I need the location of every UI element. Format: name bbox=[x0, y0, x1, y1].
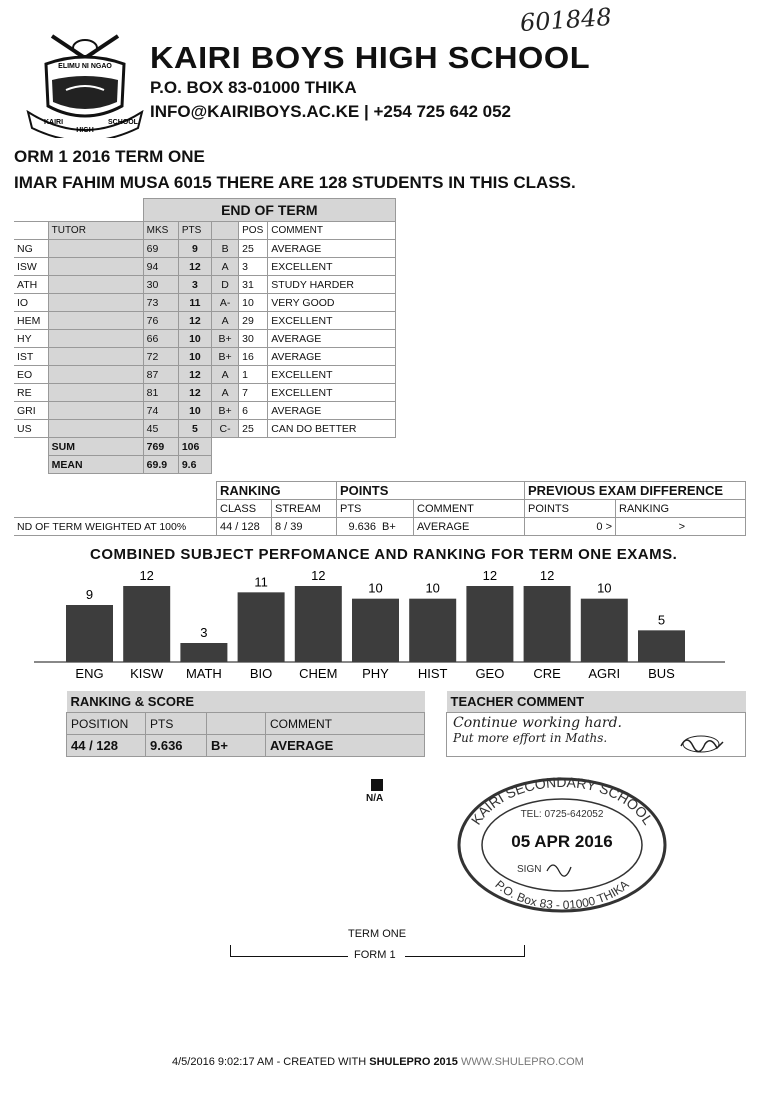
marks-grade: D bbox=[212, 276, 239, 294]
marks-subject: HEM bbox=[14, 312, 48, 330]
bar-geo bbox=[466, 586, 513, 662]
prev-points-arrow: > bbox=[605, 520, 612, 533]
marks-grade: B bbox=[212, 240, 239, 258]
marks-header-row bbox=[14, 222, 396, 240]
col-comment: COMMENT bbox=[268, 222, 396, 240]
marks-mks: 87 bbox=[143, 366, 178, 384]
logo-motto: ELIMU NI NGAO bbox=[58, 63, 112, 70]
ranking-heading: RANKING bbox=[217, 482, 337, 500]
class-rank: 44 / 128 bbox=[217, 518, 272, 536]
marks-pts: 12 bbox=[178, 384, 211, 402]
marks-pts: 10 bbox=[178, 330, 211, 348]
na-label: N/A bbox=[366, 793, 384, 804]
category-label-phy: PHY bbox=[362, 666, 389, 681]
marks-subject: US bbox=[14, 420, 48, 438]
marks-row bbox=[14, 366, 396, 384]
marks-comment: AVERAGE bbox=[268, 330, 396, 348]
prev-ranking-value: > bbox=[616, 518, 746, 536]
category-label-cre: CRE bbox=[533, 666, 561, 681]
marks-grade: C- bbox=[212, 420, 239, 438]
marks-mks: 72 bbox=[143, 348, 178, 366]
col-pos: POS bbox=[239, 222, 268, 240]
score-header-row bbox=[67, 713, 746, 735]
marks-mks: 73 bbox=[143, 294, 178, 312]
score-pts-col: PTS bbox=[146, 713, 207, 735]
category-label-kisw: KISW bbox=[130, 666, 164, 681]
svg-text:P.O. Box 83 - 01000 THIKA bbox=[492, 877, 631, 912]
prev-points-number: 0 bbox=[596, 520, 603, 533]
marks-mks: 45 bbox=[143, 420, 178, 438]
marks-pos: 31 bbox=[239, 276, 268, 294]
marks-tutor bbox=[48, 276, 143, 294]
marks-pos: 3 bbox=[239, 258, 268, 276]
teacher-comment-title: TEACHER COMMENT bbox=[447, 691, 746, 713]
category-label-eng: ENG bbox=[75, 666, 104, 681]
marks-mks: 76 bbox=[143, 312, 178, 330]
marks-row bbox=[14, 384, 396, 402]
marks-comment: AVERAGE bbox=[268, 402, 396, 420]
category-label-hist: HIST bbox=[417, 666, 448, 681]
score-table bbox=[66, 691, 746, 757]
category-label-chem: CHEM bbox=[299, 666, 338, 681]
category-label-bus: BUS bbox=[648, 666, 675, 681]
value-label-eng: 9 bbox=[85, 587, 94, 602]
teacher-signature bbox=[677, 732, 727, 761]
marks-pos: 7 bbox=[239, 384, 268, 402]
marks-mks: 30 bbox=[143, 276, 178, 294]
mean-mks: 69.9 bbox=[143, 456, 178, 474]
sum-pts: 106 bbox=[178, 438, 211, 456]
marks-row bbox=[14, 258, 396, 276]
stream-rank: 8 / 39 bbox=[272, 518, 337, 536]
marks-subject: RE bbox=[14, 384, 48, 402]
school-logo bbox=[22, 28, 148, 138]
marks-tutor bbox=[48, 384, 143, 402]
marks-tutor bbox=[48, 240, 143, 258]
marks-table bbox=[14, 198, 396, 474]
bar-eng bbox=[66, 605, 113, 662]
stamp-sign-label: SIGN bbox=[517, 864, 542, 875]
marks-grade: A bbox=[212, 366, 239, 384]
marks-comment: STUDY HARDER bbox=[268, 276, 396, 294]
ranking-data-row bbox=[14, 518, 746, 536]
marks-comment: EXCELLENT bbox=[268, 366, 396, 384]
marks-mks: 94 bbox=[143, 258, 178, 276]
chart-title: COMBINED SUBJECT PERFOMANCE AND RANKING FOR TERM ONE EXAMS. bbox=[90, 546, 678, 563]
marks-pts: 10 bbox=[178, 402, 211, 420]
marks-row bbox=[14, 240, 396, 258]
marks-pts: 12 bbox=[178, 258, 211, 276]
marks-pos: 29 bbox=[239, 312, 268, 330]
footer-brand: SHULEPRO 2015 bbox=[369, 1056, 458, 1068]
bar-bio bbox=[238, 592, 285, 662]
school-stamp bbox=[455, 775, 669, 915]
marks-pts: 10 bbox=[178, 348, 211, 366]
footer-line-left bbox=[230, 956, 348, 957]
category-label-geo: GEO bbox=[475, 666, 505, 681]
marks-tutor bbox=[48, 258, 143, 276]
performance-chart bbox=[0, 568, 777, 688]
bar-hist bbox=[409, 599, 456, 662]
marks-pts: 9 bbox=[178, 240, 211, 258]
marks-tutor bbox=[48, 402, 143, 420]
col-grade bbox=[212, 222, 239, 240]
marks-row bbox=[14, 330, 396, 348]
teacher-comment-line-1: Continue working hard. bbox=[453, 715, 622, 731]
marks-sum-row bbox=[14, 438, 396, 456]
prev-diff-heading: PREVIOUS EXAM DIFFERENCE bbox=[525, 482, 746, 500]
marks-row bbox=[14, 420, 396, 438]
marks-tutor bbox=[48, 420, 143, 438]
footer-line-right bbox=[405, 956, 525, 957]
bar-cre bbox=[524, 586, 571, 662]
col-mks: MKS bbox=[143, 222, 178, 240]
marks-pts: 11 bbox=[178, 294, 211, 312]
marks-section-row bbox=[14, 199, 396, 222]
prev-ranking-col: RANKING bbox=[616, 500, 746, 518]
logo-word-2: HIGH bbox=[76, 127, 94, 134]
marks-pts: 12 bbox=[178, 312, 211, 330]
bar-bus bbox=[638, 630, 685, 662]
footer-created bbox=[172, 1056, 584, 1068]
position-col: POSITION bbox=[67, 713, 146, 735]
stream-col: STREAM bbox=[272, 500, 337, 518]
marks-comment: EXCELLENT bbox=[268, 258, 396, 276]
value-label-bio: 11 bbox=[254, 574, 268, 590]
marks-tutor bbox=[48, 312, 143, 330]
marks-row bbox=[14, 276, 396, 294]
logo-word-3: SCHOOL bbox=[108, 119, 138, 126]
pts-col: PTS bbox=[337, 500, 414, 518]
marks-mks: 81 bbox=[143, 384, 178, 402]
marks-pos: 1 bbox=[239, 366, 268, 384]
footer-url: WWW.SHULEPRO.COM bbox=[457, 1056, 584, 1068]
score-pts: 9.636 bbox=[146, 735, 207, 757]
ranking-header-row-2 bbox=[14, 500, 746, 518]
marks-comment: AVERAGE bbox=[268, 348, 396, 366]
score-position: 44 / 128 bbox=[67, 735, 146, 757]
bar-math bbox=[180, 643, 227, 662]
stamp-date: 05 APR 2016 bbox=[511, 832, 613, 851]
weighted-label: ND OF TERM WEIGHTED AT 100% bbox=[14, 518, 217, 536]
points-heading: POINTS bbox=[337, 482, 525, 500]
points-value: 9.636 bbox=[337, 518, 380, 536]
value-label-chem: 12 bbox=[311, 568, 326, 583]
logo-word-1: KAIRI bbox=[44, 119, 64, 126]
marks-tutor bbox=[48, 366, 143, 384]
na-marker-square bbox=[371, 779, 383, 791]
footer-form: FORM 1 bbox=[354, 949, 396, 961]
marks-comment: AVERAGE bbox=[268, 240, 396, 258]
value-label-math: 3 bbox=[200, 625, 208, 640]
sum-mks: 769 bbox=[143, 438, 178, 456]
prev-points-value bbox=[525, 518, 616, 536]
end-of-term-heading: END OF TERM bbox=[143, 199, 395, 222]
marks-row bbox=[14, 348, 396, 366]
mean-pts: 9.6 bbox=[178, 456, 211, 474]
marks-comment: VERY GOOD bbox=[268, 294, 396, 312]
bar-phy bbox=[352, 599, 399, 662]
score-grade: B+ bbox=[207, 735, 266, 757]
marks-pos: 30 bbox=[239, 330, 268, 348]
marks-pos: 10 bbox=[239, 294, 268, 312]
value-label-cre: 12 bbox=[539, 568, 555, 583]
marks-pos: 25 bbox=[239, 240, 268, 258]
value-label-bus: 5 bbox=[657, 612, 666, 628]
class-col: CLASS bbox=[217, 500, 272, 518]
marks-grade: B+ bbox=[212, 348, 239, 366]
marks-grade: B+ bbox=[212, 402, 239, 420]
bar-chem bbox=[295, 586, 342, 662]
sum-label: SUM bbox=[48, 438, 143, 456]
score-comment: AVERAGE bbox=[266, 735, 425, 757]
bar-agri bbox=[581, 599, 628, 662]
ranking-table bbox=[14, 481, 746, 536]
footer-term: TERM ONE bbox=[348, 928, 407, 940]
marks-mean-row bbox=[14, 456, 396, 474]
footer-created-prefix: 4/5/2016 9:02:17 AM - CREATED WITH bbox=[172, 1056, 370, 1068]
marks-mks: 66 bbox=[143, 330, 178, 348]
value-label-hist: 10 bbox=[425, 580, 440, 596]
prev-points-col: POINTS bbox=[525, 500, 616, 518]
points-grade: B+ bbox=[379, 518, 414, 536]
marks-subject: GRI bbox=[14, 402, 48, 420]
comment-col: COMMENT bbox=[414, 500, 525, 518]
stamp-ring-top: KAIRI SECONDARY SCHOOL bbox=[467, 775, 657, 828]
marks-grade: B+ bbox=[212, 330, 239, 348]
mean-label: MEAN bbox=[48, 456, 143, 474]
school-name: KAIRI BOYS HIGH SCHOOL bbox=[150, 40, 591, 75]
score-title: RANKING & SCORE bbox=[67, 691, 425, 713]
bar-kisw bbox=[123, 586, 170, 662]
school-contact: INFO@KAIRIBOYS.AC.KE | +254 725 642 052 bbox=[150, 102, 512, 121]
marks-mks: 69 bbox=[143, 240, 178, 258]
value-label-geo: 12 bbox=[482, 568, 498, 583]
marks-subject: ATH bbox=[14, 276, 48, 294]
marks-comment: EXCELLENT bbox=[268, 312, 396, 330]
stamp-signature bbox=[547, 865, 571, 876]
value-label-kisw: 12 bbox=[139, 568, 154, 583]
marks-mks: 74 bbox=[143, 402, 178, 420]
school-address: P.O. BOX 83-01000 THIKA bbox=[150, 78, 357, 97]
marks-grade: A bbox=[212, 258, 239, 276]
marks-grade: A bbox=[212, 312, 239, 330]
score-comment-col: COMMENT bbox=[266, 713, 425, 735]
marks-subject: EO bbox=[14, 366, 48, 384]
footer-bracket-right bbox=[524, 945, 525, 957]
marks-pos: 6 bbox=[239, 402, 268, 420]
marks-subject: IO bbox=[14, 294, 48, 312]
col-pts: PTS bbox=[178, 222, 211, 240]
marks-comment: CAN DO BETTER bbox=[268, 420, 396, 438]
marks-tutor bbox=[48, 330, 143, 348]
category-label-bio: BIO bbox=[249, 666, 273, 681]
marks-row bbox=[14, 294, 396, 312]
col-tutor: TUTOR bbox=[48, 222, 143, 240]
marks-pos: 16 bbox=[239, 348, 268, 366]
category-label-agri: AGRI bbox=[588, 666, 621, 681]
stamp-tel: TEL: 0725-642052 bbox=[520, 809, 604, 820]
value-label-agri: 10 bbox=[597, 580, 612, 596]
student-heading: IMAR FAHIM MUSA 6015 THERE ARE 128 STUDENTS IN THIS CLASS. bbox=[14, 173, 576, 192]
marks-tutor bbox=[48, 294, 143, 312]
marks-subject: NG bbox=[14, 240, 48, 258]
marks-subject: IST bbox=[14, 348, 48, 366]
marks-pts: 5 bbox=[178, 420, 211, 438]
handwritten-doc-number: 601848 bbox=[519, 2, 613, 38]
ranking-header-row-1 bbox=[14, 482, 746, 500]
score-title-row bbox=[67, 691, 746, 713]
marks-grade: A bbox=[212, 384, 239, 402]
marks-pts: 12 bbox=[178, 366, 211, 384]
term-heading: ORM 1 2016 TERM ONE bbox=[14, 147, 205, 166]
marks-comment: EXCELLENT bbox=[268, 384, 396, 402]
stamp-ring-bottom: P.O. Box 83 - 01000 THIKA bbox=[492, 877, 632, 913]
marks-body bbox=[14, 240, 396, 438]
marks-grade: A- bbox=[212, 294, 239, 312]
ranking-comment: AVERAGE bbox=[414, 518, 525, 536]
marks-pos: 25 bbox=[239, 420, 268, 438]
value-label-phy: 10 bbox=[368, 580, 383, 596]
marks-row bbox=[14, 402, 396, 420]
marks-tutor bbox=[48, 348, 143, 366]
teacher-comment-line-2: Put more effort in Maths. bbox=[453, 731, 608, 745]
marks-subject: ISW bbox=[14, 258, 48, 276]
marks-subject: HY bbox=[14, 330, 48, 348]
marks-row bbox=[14, 312, 396, 330]
category-label-math: MATH bbox=[185, 666, 222, 681]
marks-pts: 3 bbox=[178, 276, 211, 294]
